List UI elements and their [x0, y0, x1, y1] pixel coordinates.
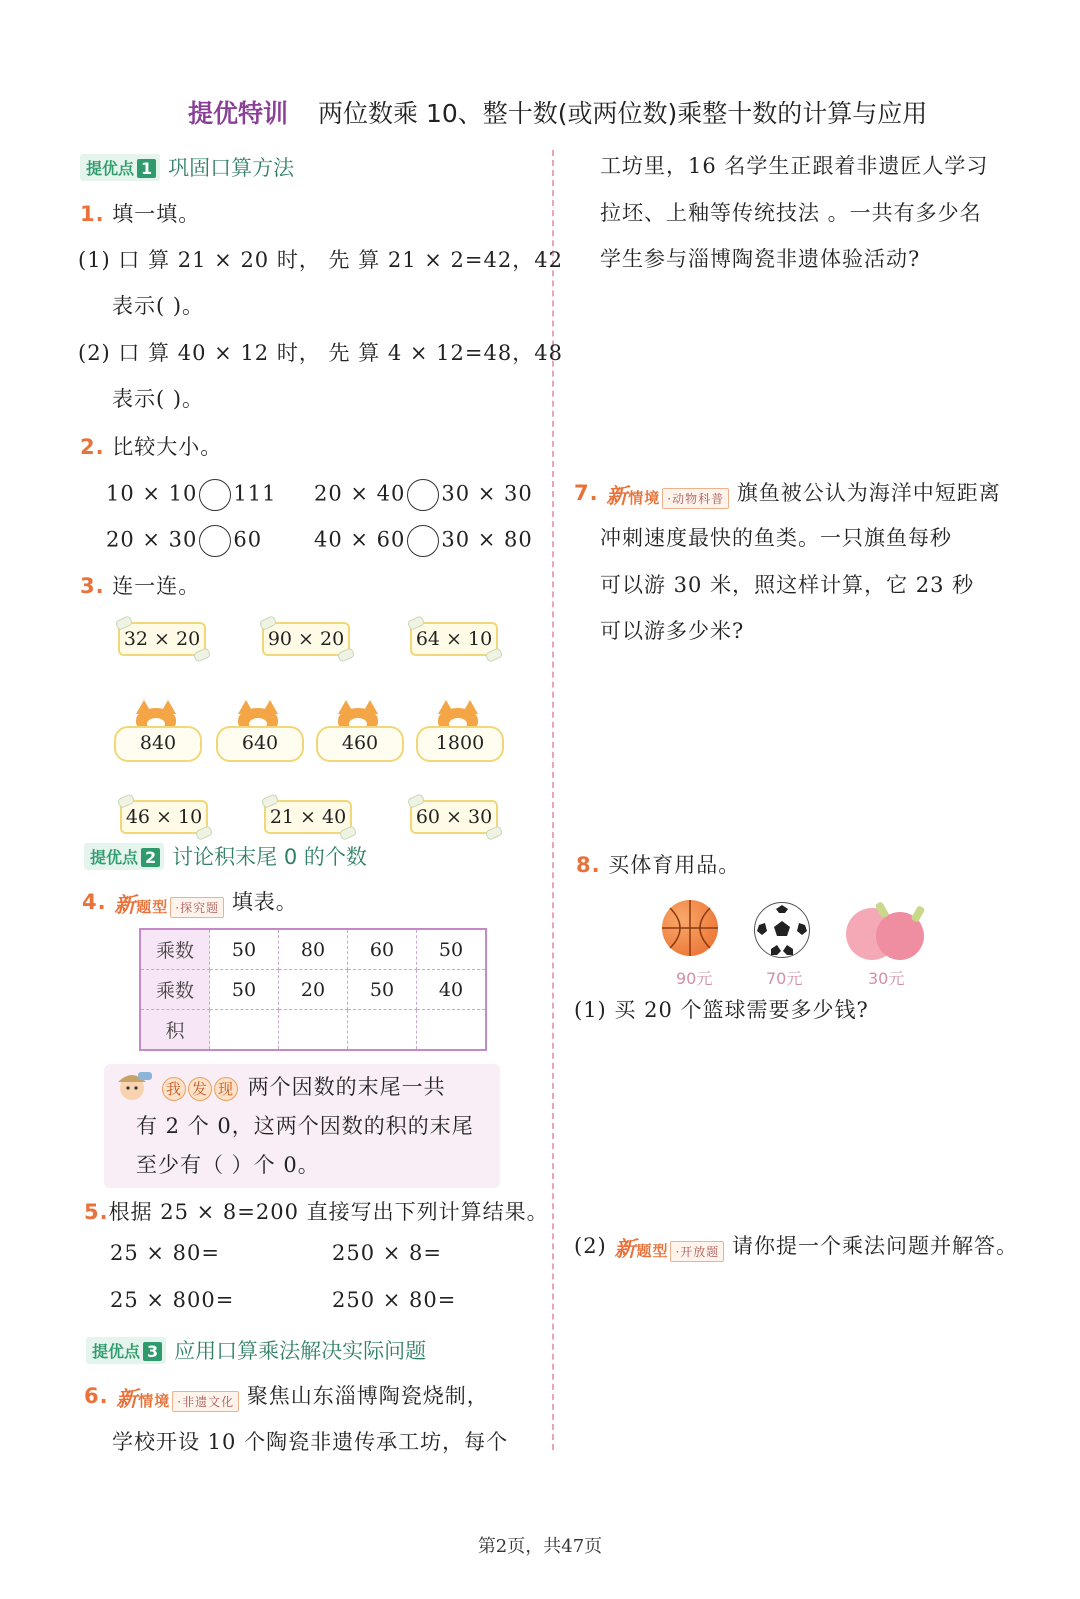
dog-card[interactable] [416, 700, 500, 760]
compare-item: 20 × 30 60 [106, 525, 262, 557]
match-card-bottom[interactable]: 60 × 30 [410, 800, 498, 834]
compare-item: 40 × 60 30 × 80 [314, 525, 533, 557]
basketball-icon [662, 900, 718, 956]
page-title: 两位数乘 10、整十数(或两位数)乘整十数的计算与应用 [318, 99, 928, 128]
table-cell: 20 [279, 970, 348, 1010]
soccer-ball-icon [754, 902, 810, 958]
answer-cell[interactable] [210, 1010, 279, 1051]
q1-part1-blank[interactable]: 表示( )。 [112, 294, 205, 318]
point-1-heading: 提优点 1 巩固口算方法 [80, 152, 294, 182]
row-label: 乘数 [140, 970, 210, 1010]
table-cell: 50 [417, 929, 487, 970]
table-row [140, 929, 486, 970]
table-cell: 50 [348, 970, 417, 1010]
match-card-bottom[interactable]: 21 × 40 [264, 800, 352, 834]
dog-card[interactable] [316, 700, 400, 760]
answer-cell[interactable] [279, 1010, 348, 1051]
dog-card-value: 640 [216, 726, 304, 762]
table-cell: 50 [210, 929, 279, 970]
dog-card[interactable] [216, 700, 300, 760]
dog-card[interactable] [114, 700, 198, 760]
q5-heading: 5.根据 25 × 8=200 直接写出下列计算结果。 [84, 1200, 549, 1224]
q1-part2-line1: (2) 口 算 40 × 12 时， 先 算 4 × 12=48，48 [78, 341, 563, 365]
table-row [140, 1010, 486, 1051]
match-card-top[interactable]: 64 × 10 [410, 622, 498, 656]
calc-item[interactable]: 25 × 80= [110, 1241, 220, 1265]
q1-part1-line1: (1) 口 算 21 × 20 时， 先 算 21 × 2=42，42 [78, 248, 563, 272]
q7-line1: 7. 新情境 ·动物科普 旗鱼被公认为海洋中短距离 [574, 481, 1001, 508]
q2-heading: 2. 比较大小。 [80, 435, 223, 459]
q6-line3: 工坊里，16 名学生正跟着非遗匠人学习 [600, 154, 989, 178]
calc-item[interactable]: 250 × 80= [332, 1288, 457, 1312]
point-3-heading: 提优点 3 应用口算乘法解决实际问题 [86, 1335, 426, 1365]
fill-table [139, 928, 487, 1051]
q3-heading: 3. 连一连。 [80, 574, 201, 598]
q1-heading: 1. 填一填。 [80, 202, 201, 226]
q8-part2: (2) 新题型 ·开放题 请你提一个乘法问题并解答。 [574, 1234, 1018, 1261]
q1-part2-blank[interactable]: 表示( )。 [112, 387, 205, 411]
compare-circle[interactable] [407, 525, 439, 557]
row-label: 积 [140, 1010, 210, 1051]
page-footer: 第2页，共47页 [477, 1536, 603, 1557]
dog-card-value: 460 [316, 726, 404, 762]
q7-line2: 冲刺速度最快的鱼类。一只旗鱼每秒 [600, 526, 952, 550]
compare-circle[interactable] [407, 479, 439, 511]
compare-circle[interactable] [199, 525, 231, 557]
new-context-badge: 新情境 ·动物科普 [606, 480, 729, 510]
new-question-badge: 新题型 ·探究题 [114, 889, 224, 919]
calc-item[interactable]: 250 × 8= [332, 1241, 442, 1265]
answer-cell[interactable] [348, 1010, 417, 1051]
calc-item[interactable]: 25 × 800= [110, 1288, 235, 1312]
soccer-ball-price: 70元 [766, 969, 803, 988]
explorer-icon [112, 1066, 156, 1106]
q7-line3: 可以游 30 米，照这样计算，它 23 秒 [600, 573, 975, 597]
match-card-bottom[interactable]: 46 × 10 [120, 800, 208, 834]
table-cell: 50 [210, 970, 279, 1010]
table-cell: 40 [417, 970, 487, 1010]
q6-line1: 6. 新情境 ·非遗文化 聚焦山东淄博陶瓷烧制， [84, 1384, 489, 1411]
q6-line4: 拉坯、上釉等传统技法 。一共有多少名 [600, 201, 982, 225]
table-row [140, 970, 486, 1010]
compare-circle[interactable] [199, 479, 231, 511]
q8-part1: (1) 买 20 个篮球需要多少钱? [574, 998, 869, 1022]
point-2-heading: 提优点 2 讨论积末尾 0 的个数 [84, 841, 367, 871]
row-label: 乘数 [140, 929, 210, 970]
table-tennis-paddle-icon [838, 898, 938, 962]
q7-line4: 可以游多少米? [600, 619, 745, 643]
answer-cell[interactable] [417, 1010, 487, 1051]
basketball-price: 90元 [676, 969, 713, 988]
match-card-top[interactable]: 90 × 20 [262, 622, 350, 656]
new-question-badge: 新题型 ·开放题 [614, 1233, 724, 1263]
discovery-line3[interactable]: 至少有（ ）个 0。 [136, 1153, 320, 1177]
table-cell: 60 [348, 929, 417, 970]
match-card-top[interactable]: 32 × 20 [118, 622, 206, 656]
q6-line2: 学校开设 10 个陶瓷非遗传承工坊，每个 [112, 1430, 509, 1454]
table-cell: 80 [279, 929, 348, 970]
dog-card-value: 1800 [416, 726, 504, 762]
q8-heading: 8. 买体育用品。 [576, 853, 741, 877]
compare-item: 10 × 10 111 [106, 479, 276, 511]
compare-item: 20 × 40 30 × 30 [314, 479, 533, 511]
paddle-price: 30元 [868, 969, 905, 988]
q4-heading: 4. 新题型 ·探究题 填表。 [82, 890, 298, 917]
dog-card-value: 840 [114, 726, 202, 762]
discovery-line2: 有 2 个 0，这两个因数的积的末尾 [136, 1114, 474, 1138]
new-context-badge: 新情境 ·非遗文化 [116, 1383, 239, 1413]
discovery-line1: 我 发 现 两个因数的末尾一共 [162, 1071, 446, 1101]
section-tag: 提优特训 [188, 94, 288, 130]
q6-line5: 学生参与淄博陶瓷非遗体验活动? [600, 247, 921, 271]
